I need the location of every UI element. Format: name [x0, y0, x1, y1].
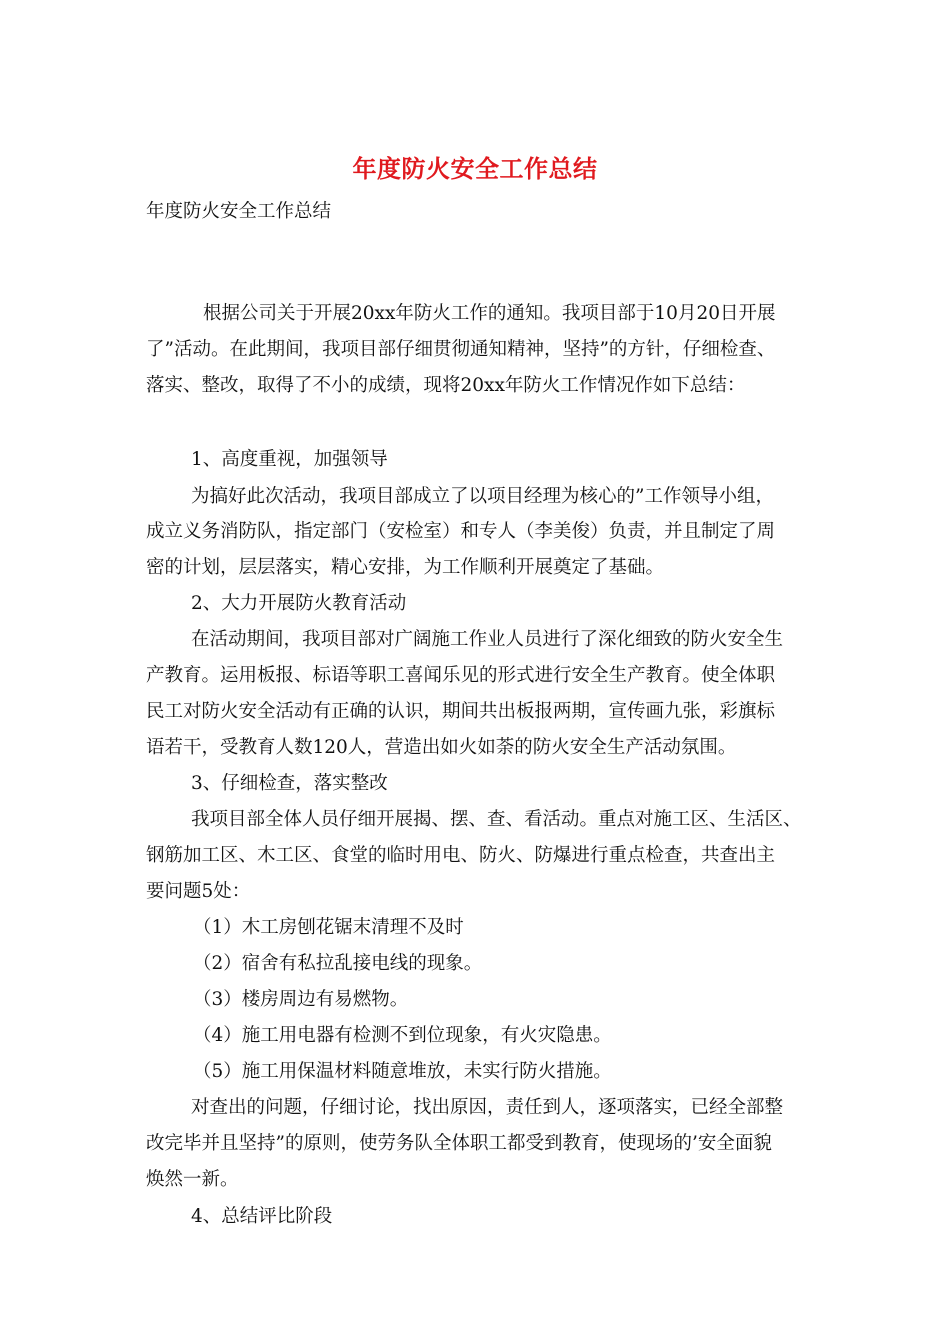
paragraph-line: 语若干，受教育人数120人，营造出如火如荼的防火安全生产活动氛围。 [146, 737, 737, 758]
list-item: （4）施工用电器有检测不到位现象，有火灾隐患。 [193, 1025, 612, 1046]
paragraph-line: 在活动期间，我项目部对广阔施工作业人员进行了深化细致的防火安全生 [191, 629, 784, 650]
intro-line: 了”活动。在此期间，我项目部仔细贯彻通知精神，坚持”的方针，仔细检查、 [146, 339, 776, 360]
intro-line: 根据公司关于开展20xx年防火工作的通知。我项目部于10月20日开展 [203, 303, 776, 324]
paragraph-line: 密的计划，层层落实，精心安排，为工作顺利开展奠定了基础。 [146, 557, 665, 578]
section-heading: 3、仔细检查，落实整改 [191, 773, 388, 794]
paragraph-line: 钢筋加工区、木工区、食堂的临时用电、防火、防爆进行重点检查，共查出主 [146, 845, 776, 866]
document-title: 年度防火安全工作总结 [352, 154, 598, 183]
paragraph-line: 改完毕并且坚持”的原则，使劳务队全体职工都受到教育，使现场的’安全面貌 [146, 1133, 772, 1154]
paragraph-line: 焕然一新。 [146, 1169, 239, 1190]
document-subtitle: 年度防火安全工作总结 [146, 201, 332, 222]
intro-line: 落实、整改，取得了不小的成绩，现将20xx年防火工作情况作如下总结： [146, 375, 746, 396]
list-item: （3）楼房周边有易燃物。 [193, 989, 409, 1010]
section-heading: 1、高度重视，加强领导 [191, 449, 388, 470]
list-item: （5）施工用保温材料随意堆放，未实行防火措施。 [193, 1061, 612, 1082]
paragraph-line: 我项目部全体人员仔细开展揭、摆、查、看活动。重点对施工区、生活区、 [191, 809, 802, 830]
section-heading: 4、总结评比阶段 [191, 1206, 333, 1227]
paragraph-line: 成立义务消防队，指定部门（安检室）和专人（李美俊）负责，并且制定了周 [146, 521, 776, 542]
list-item: （2）宿舍有私拉乱接电线的现象。 [193, 953, 483, 974]
paragraph-line: 民工对防火安全活动有正确的认识，期间共出板报两期，宣传画九张，彩旗标 [146, 701, 776, 722]
list-item: （1）木工房刨花锯末清理不及时 [193, 917, 464, 938]
paragraph-line: 产教育。运用板报、标语等职工喜闻乐见的形式进行安全生产教育。使全体职 [146, 665, 776, 686]
paragraph-line: 对查出的问题，仔细讨论，找出原因，责任到人，逐项落实，已经全部整 [191, 1097, 784, 1118]
paragraph-line: 要问题5处： [146, 881, 251, 902]
paragraph-line: 为搞好此次活动，我项目部成立了以项目经理为核心的”工作领导小组， [191, 486, 774, 507]
section-heading: 2、大力开展防火教育活动 [191, 593, 407, 614]
